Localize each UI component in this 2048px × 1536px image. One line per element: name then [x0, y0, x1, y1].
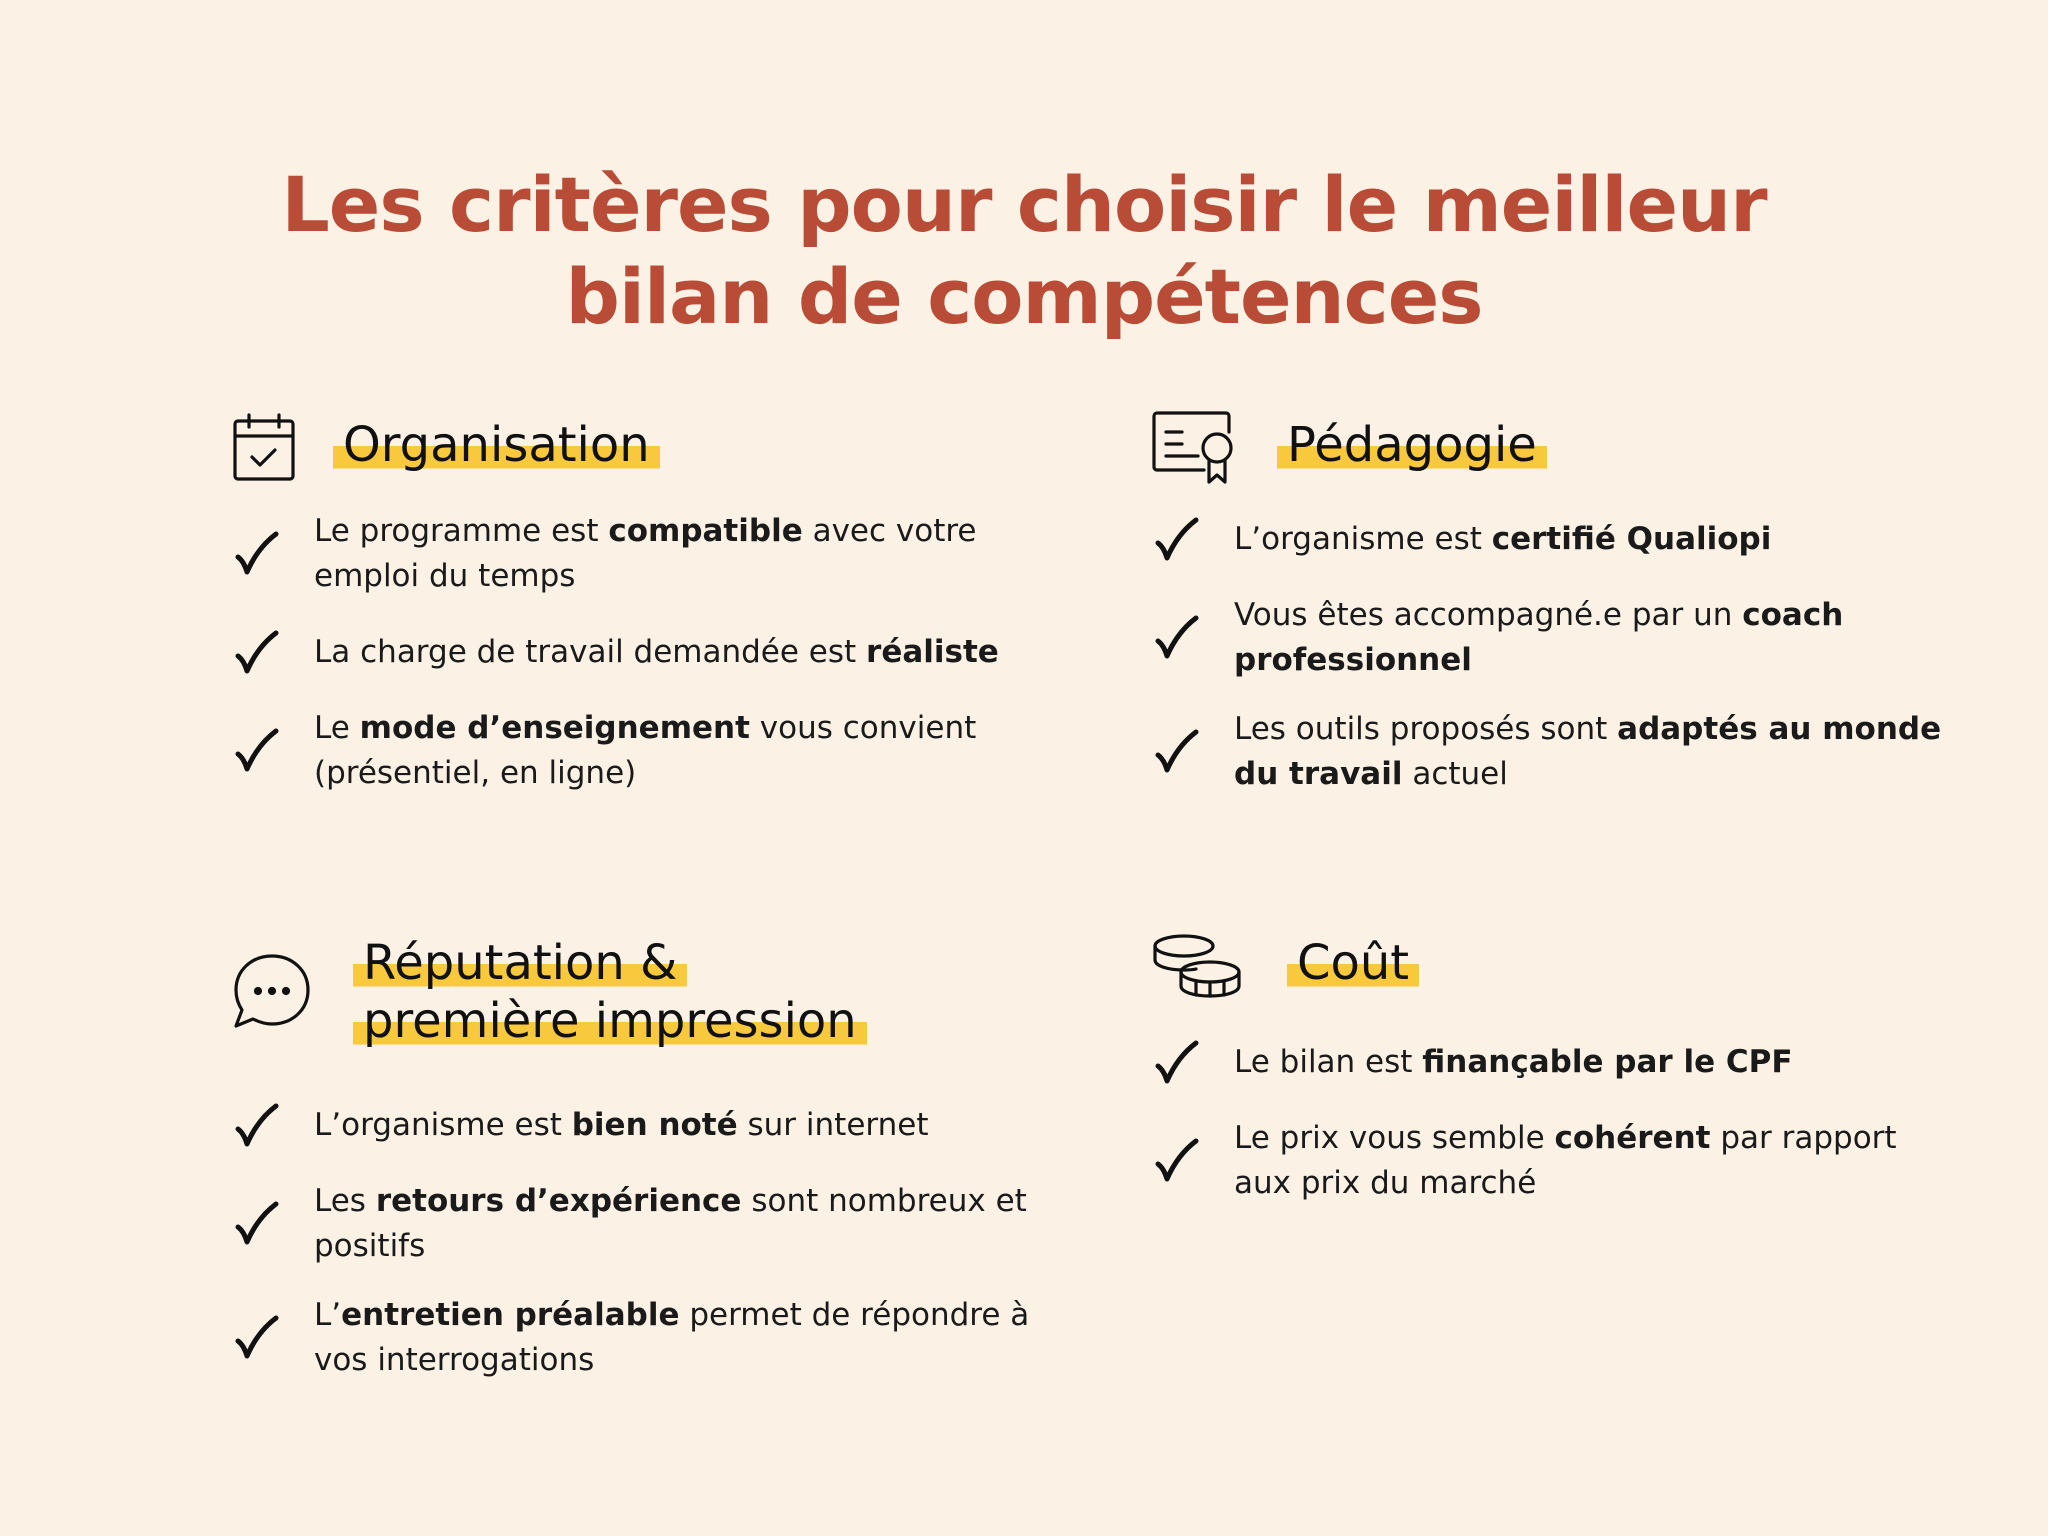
list-item [1152, 1040, 1952, 1085]
checkmark-icon [232, 529, 282, 579]
list-item [232, 630, 1032, 675]
emphasis-text: coach professionnel [1234, 597, 1844, 678]
checkmark-icon [232, 1101, 282, 1151]
list-item [1152, 707, 1952, 797]
text-segment: Le [314, 710, 360, 746]
item-text [1234, 707, 1952, 797]
text-segment: Le programme est [314, 513, 609, 549]
chat-bubble-icon [232, 952, 312, 1032]
emphasis-text: réaliste [866, 634, 999, 670]
criteria-list-reputation [232, 1103, 1032, 1383]
list-item [1152, 593, 1952, 683]
item-text [1234, 1040, 1793, 1085]
criteria-list-pedagogie [1152, 517, 1952, 797]
text-segment: La charge de travail demandée est [314, 634, 867, 670]
item-text [314, 1103, 928, 1148]
text-segment: L’organisme est [1234, 521, 1492, 557]
emphasis-text: compatible [608, 513, 803, 549]
list-item [1152, 517, 1952, 562]
checkmark-icon [1152, 1136, 1202, 1186]
text-segment: Le bilan est [1234, 1044, 1423, 1080]
item-text [314, 509, 1032, 599]
emphasis-text: certifié Qualiopi [1491, 521, 1772, 557]
section-heading-organisation [333, 416, 660, 474]
heading-text-line-2: première impression [353, 993, 867, 1049]
item-text [1234, 517, 1771, 562]
checkmark-icon [232, 628, 282, 678]
item-text [1234, 593, 1952, 683]
section-heading-reputation [353, 934, 867, 1050]
text-segment: Le prix vous semble [1234, 1120, 1555, 1156]
text-segment: permet de répondre à vos interrogations [314, 1297, 1030, 1378]
emphasis-text: cohérent [1554, 1120, 1711, 1156]
list-item [232, 509, 1032, 599]
calendar-check-icon [232, 412, 296, 482]
list-item [232, 1293, 1032, 1383]
text-segment: Les [314, 1183, 376, 1219]
heading-text: Pédagogie [1277, 417, 1547, 473]
checkmark-icon [1152, 613, 1202, 663]
page-title [0, 159, 2048, 343]
checkmark-icon [232, 1313, 282, 1363]
certificate-icon [1152, 410, 1236, 486]
page-title-line-1: Les critères pour choisir le meilleur [281, 159, 1767, 249]
text-segment: Les outils proposés sont [1234, 711, 1618, 747]
heading-text: Organisation [333, 417, 660, 473]
checkmark-icon [1152, 1038, 1202, 1088]
text-segment: vous convient (présentiel, en ligne) [314, 710, 977, 791]
emphasis-text: mode d’enseignement [359, 710, 750, 746]
list-item [232, 1179, 1032, 1269]
text-segment: avec votre emploi du temps [314, 513, 977, 594]
emphasis-text: retours d’expérience [375, 1183, 742, 1219]
list-item [232, 1103, 1032, 1148]
list-item [1152, 1116, 1952, 1206]
checkmark-icon [1152, 727, 1202, 777]
checkmark-icon [232, 1199, 282, 1249]
heading-text-line-1: Réputation & [353, 935, 687, 991]
checkmark-icon [232, 726, 282, 776]
emphasis-text: adaptés au monde du travail [1234, 711, 1942, 792]
coins-icon [1152, 932, 1242, 1002]
text-segment: sont nombreux et positifs [314, 1183, 1027, 1264]
emphasis-text: finançable par le CPF [1422, 1044, 1793, 1080]
section-heading-cout [1287, 934, 1419, 992]
checkmark-icon [1152, 515, 1202, 565]
item-text [1234, 1116, 1952, 1206]
criteria-list-organisation [232, 509, 1032, 796]
emphasis-text: bien noté [571, 1107, 738, 1143]
emphasis-text: entretien préalable [341, 1297, 680, 1333]
text-segment: L’organisme est [314, 1107, 572, 1143]
item-text [314, 630, 999, 675]
criteria-list-cout [1152, 1040, 1952, 1206]
item-text [314, 706, 1032, 796]
text-segment: actuel [1402, 756, 1508, 792]
text-segment: Vous êtes accompagné.e par un [1234, 597, 1743, 633]
item-text [314, 1179, 1032, 1269]
text-segment: par rapport aux prix du marché [1234, 1120, 1897, 1201]
page-title-line-2: bilan de compétences [565, 251, 1483, 341]
section-heading-pedagogie [1277, 416, 1547, 474]
text-segment: sur internet [737, 1107, 929, 1143]
item-text [314, 1293, 1032, 1383]
heading-text: Coût [1287, 935, 1419, 991]
text-segment: L’ [314, 1297, 342, 1333]
list-item [232, 706, 1032, 796]
